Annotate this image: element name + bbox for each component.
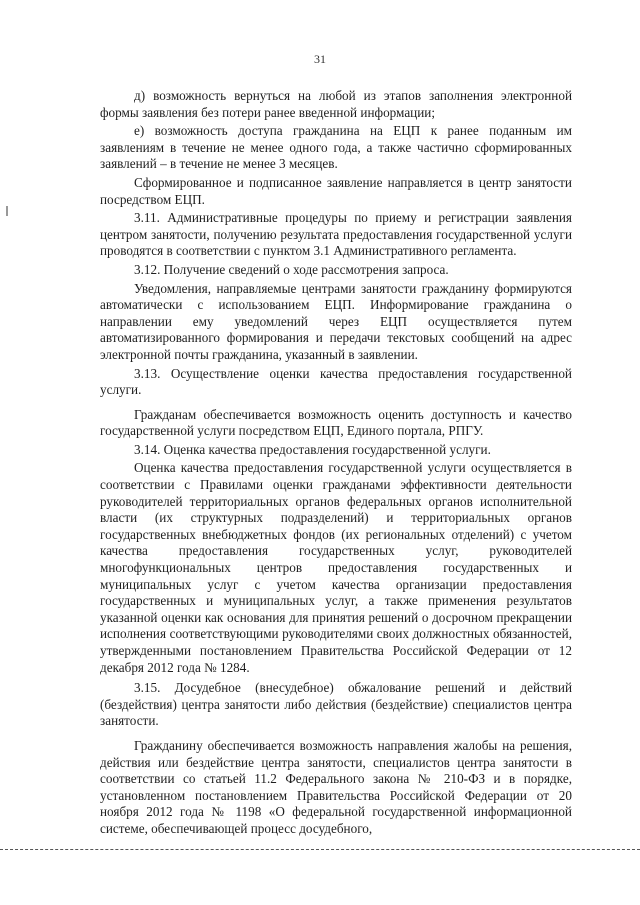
paragraph-option-e: е) возможность доступа гражданина на ЕЦП к ранее поданным им заявлениям в течение не менее одного года, а также частично сформированных заявлений – в течение не менее 3 месяцев.: [100, 123, 572, 172]
section-3-12-heading: 3.12. Получение сведений о ходе рассмотрения запроса.: [134, 261, 449, 277]
paragraph-option-d: д) возможность вернуться на любой из этапов заполнения электронной формы заявления без потери ранее введенной информации;: [100, 88, 572, 120]
document-body: [100, 88, 572, 840]
paragraph-complaint: Гражданину обеспечивается возможность направления жалобы на решения, действия или бездействие центра занятости, специалистов центра занятости в соответствии со статьей 11.2 Федерального закона № 210-ФЗ и в порядке, установленном постановлением Правительства Российской Федерации от 20 ноября 2012 года № 1198 «О федеральной государственной информационной системе, обеспечивающей процесс досудебного,: [100, 737, 572, 836]
section-3-15-heading: 3.15. Досудебное (внесудебное) обжалование решений и действий (бездействия) центра занятости либо действия (бездействие) специалистов центра занятости.: [100, 680, 572, 729]
paragraph-quality-assessment: Гражданам обеспечивается возможность оценить доступность и качество государственной услуги посредством ЕЦП, Единого портала, РПГУ.: [100, 406, 572, 439]
paragraph-quality-rules: Оценка качества предоставления государственной услуги осуществляется в соответствии с Правилами оценки гражданами эффективности деятельности руководителей территориальных органов федеральных органов исполнительной власти (их структурных подразделений) и территориальных органов государственных внебюджетных фондов (их региональных отделений) с учетом качества предоставления государственных услуг, руководителей многофункциональных центров предоставления государственных и муниципальных услуг с учетом качества организации предоставления государственных и муниципальных услуг, а также применения результатов указанной оценки как основания для принятия решений о досрочном прекращении исполнения соответствующими руководителями своих должностных обязанностей, утвержденными постановлением Правительства Российской Федерации от 12 декабря 2012 года № 1284.: [100, 460, 572, 675]
paragraph-notifications: Уведомления, направляемые центрами занятости гражданину формируются автоматически с использованием ЕЦП. Информирование гражданина о направлении ему уведомлений через ЕЦП осуществляется путем автоматизированного формирования и передачи текстовых сообщений на адрес электронной почты гражданина, указанный в заявлении.: [100, 280, 572, 362]
paragraph-application-sent: Сформированное и подписанное заявление направляется в центр занятости посредством ЕЦП.: [100, 174, 572, 207]
section-3-11: 3.11. Административные процедуры по приему и регистрации заявления центром занятости, получению результата предоставления государственной услуги проводятся в соответствии с пунктом 3.1 Административного регламента.: [100, 210, 572, 259]
section-3-14-heading: 3.14. Оценка качества предоставления государственной услуги.: [134, 441, 491, 457]
bottom-divider: [0, 849, 640, 850]
section-3-13-heading: 3.13. Осуществление оценки качества предоставления государственной услуги.: [100, 365, 572, 398]
page-number: 31: [314, 52, 326, 66]
margin-mark: [6, 206, 8, 216]
